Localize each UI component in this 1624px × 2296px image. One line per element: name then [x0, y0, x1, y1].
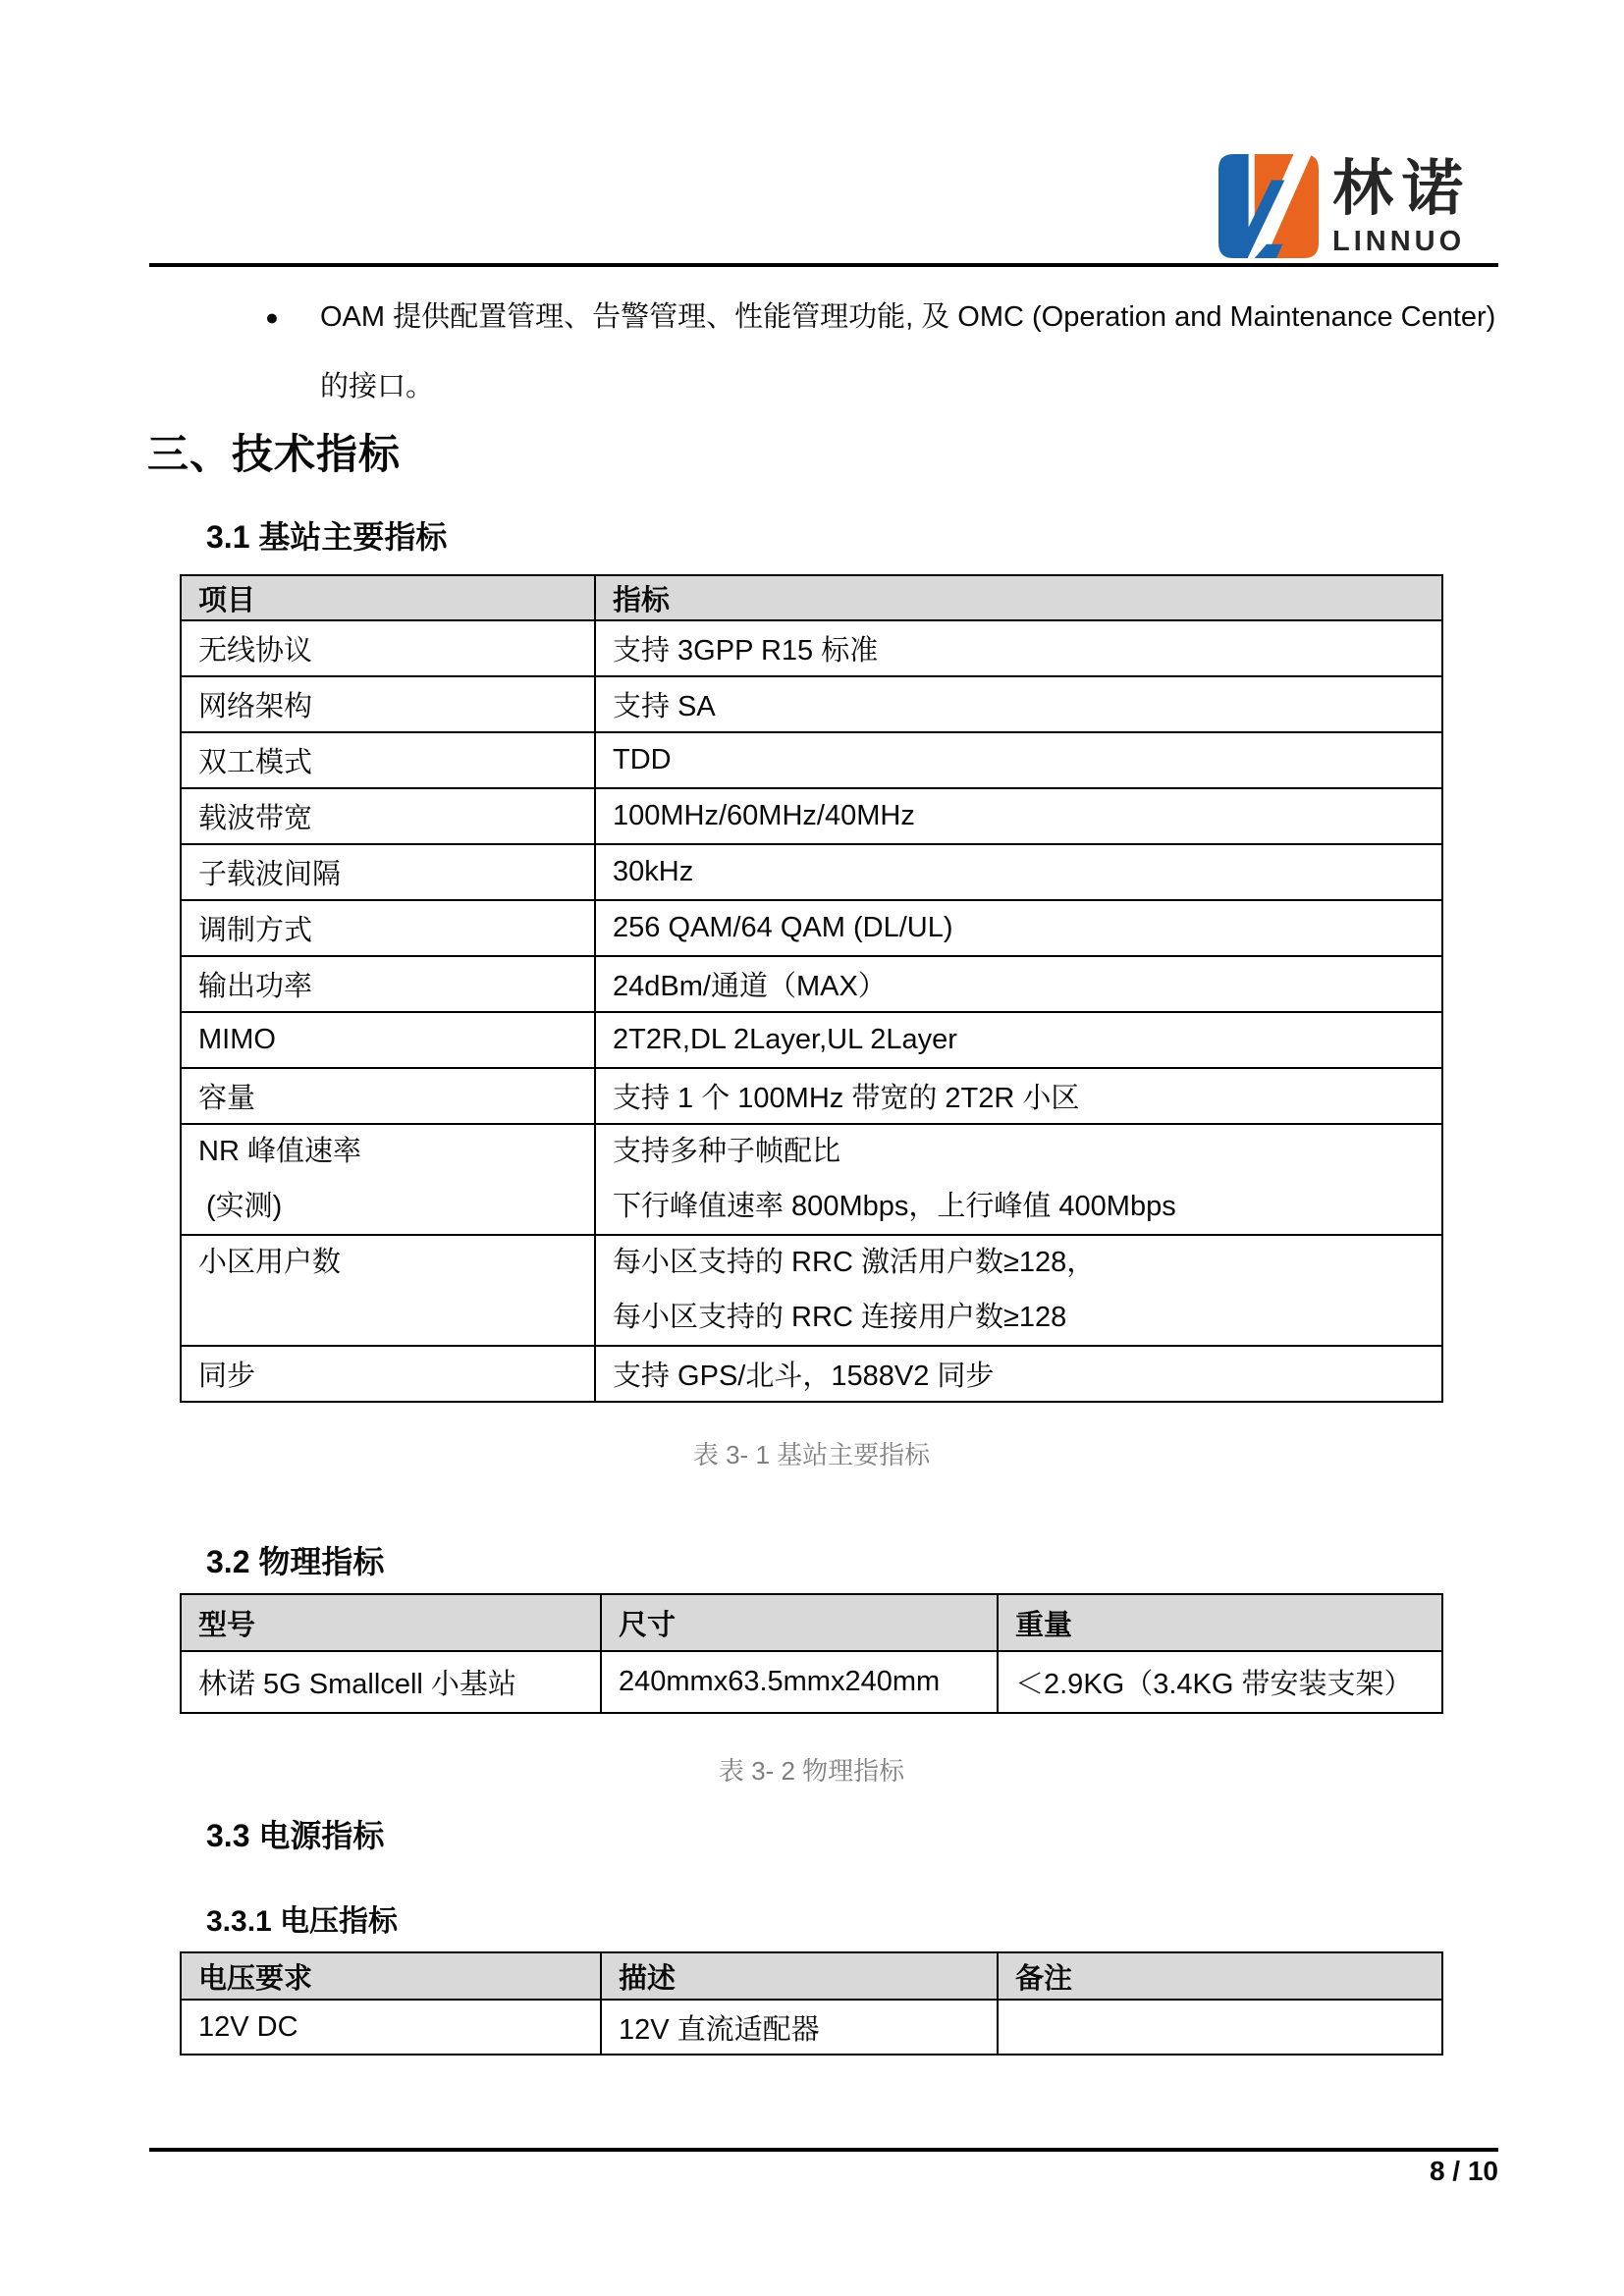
logo-icon: [1218, 153, 1319, 259]
col-header-item: 项目: [181, 575, 595, 620]
voltage-cell: 12V DC: [181, 2000, 601, 2055]
spec-item-cell: NR 峰值速率 (实测): [181, 1124, 595, 1235]
logo-text-cn: 林诺: [1332, 155, 1473, 223]
spec-item-cell: MIMO: [181, 1012, 595, 1068]
col-header-voltage: 电压要求: [181, 1952, 601, 2000]
table-row: [181, 788, 1442, 844]
header-rule: [149, 263, 1498, 267]
table-row: [181, 844, 1442, 900]
spec-item-cell: 载波带宽: [181, 788, 595, 844]
col-header-size: 尺寸: [601, 1594, 998, 1651]
table-row: [181, 900, 1442, 956]
spec-value-cell: 支持多种子帧配比 下行峰值速率 800Mbps，上行峰值 400Mbps: [595, 1124, 1442, 1235]
spec-value-cell: 24dBm/通道（MAX）: [595, 956, 1442, 1012]
page-number: 8 / 10: [1429, 2156, 1498, 2186]
logo-text-en: LINNUO: [1332, 226, 1466, 257]
table-row: [181, 1068, 1442, 1124]
table-row: [181, 956, 1442, 1012]
spec-item-cell: 网络架构: [181, 676, 595, 732]
spec-item-cell: 无线协议: [181, 620, 595, 676]
spec-item-cell: 同步: [181, 1346, 595, 1402]
spec-value-cell: 100MHz/60MHz/40MHz: [595, 788, 1442, 844]
table-row: [181, 1012, 1442, 1068]
section-heading-3-3: 3.3 电源指标: [206, 1818, 385, 1853]
table-row: [181, 620, 1442, 676]
spec-item-cell: 调制方式: [181, 900, 595, 956]
col-header-spec: 指标: [595, 575, 1442, 620]
spec-value-cell: 30kHz: [595, 844, 1442, 900]
table-row: [181, 1235, 1442, 1346]
company-logo: [1218, 153, 1472, 259]
bullet-item: [265, 283, 1512, 422]
col-header-weight: 重量: [998, 1594, 1442, 1651]
table-row: [181, 732, 1442, 788]
table-header-row: [181, 1594, 1442, 1651]
section-heading-3-3-1: 3.3.1 电压指标: [206, 1905, 399, 1938]
spec-value-cell: 2T2R,DL 2Layer,UL 2Layer: [595, 1012, 1442, 1068]
model-cell: 林诺 5G Smallcell 小基站: [181, 1651, 601, 1713]
size-cell: 240mmx63.5mmx240mm: [601, 1651, 998, 1713]
section-heading-3-2: 3.2 物理指标: [206, 1544, 385, 1579]
bullet-text-line1: OAM 提供配置管理、告警管理、性能管理功能, 及 OMC (Operation and Maintenance Center): [320, 301, 1496, 333]
remark-cell: [998, 2000, 1442, 2055]
bullet-text-line2: 的接口。: [320, 371, 435, 402]
table-header-row: [181, 575, 1442, 620]
table1-caption: 表 3- 1 基站主要指标: [692, 1440, 931, 1469]
spec-value-cell: 256 QAM/64 QAM (DL/UL): [595, 900, 1442, 956]
col-header-remark: 备注: [998, 1952, 1442, 2000]
spec-value-cell: 每小区支持的 RRC 激活用户数≥128， 每小区支持的 RRC 连接用户数≥128: [595, 1235, 1442, 1346]
spec-value-cell: TDD: [595, 732, 1442, 788]
table-physical-specs: [180, 1593, 1443, 1714]
footer-rule: [149, 2148, 1498, 2152]
spec-item-cell: 子载波间隔: [181, 844, 595, 900]
description-cell: 12V 直流适配器: [601, 2000, 998, 2055]
spec-value-cell: 支持 SA: [595, 676, 1442, 732]
table-row: [181, 676, 1442, 732]
bullet-icon: ●: [265, 304, 279, 330]
table-row: [181, 1651, 1442, 1713]
col-header-model: 型号: [181, 1594, 601, 1651]
spec-item-cell: 输出功率: [181, 956, 595, 1012]
spec-item-cell: 双工模式: [181, 732, 595, 788]
table-header-row: [181, 1952, 1442, 2000]
spec-value-cell: 支持 GPS/北斗，1588V2 同步: [595, 1346, 1442, 1402]
table-row: [181, 2000, 1442, 2055]
table-row: [181, 1124, 1442, 1235]
spec-value-cell: 支持 3GPP R15 标准: [595, 620, 1442, 676]
section-heading-3: 三、技术指标: [147, 431, 402, 477]
table-base-station-specs: [180, 574, 1443, 1403]
table2-caption: 表 3- 2 物理指标: [718, 1756, 905, 1786]
table-row: [181, 1346, 1442, 1402]
section-heading-3-1: 3.1 基站主要指标: [206, 519, 448, 555]
spec-item-cell: 小区用户数: [181, 1235, 595, 1346]
spec-item-cell: 容量: [181, 1068, 595, 1124]
table-voltage-specs: [180, 1951, 1443, 2056]
spec-value-cell: 支持 1 个 100MHz 带宽的 2T2R 小区: [595, 1068, 1442, 1124]
weight-cell: ＜2.9KG（3.4KG 带安装支架）: [998, 1651, 1442, 1713]
col-header-description: 描述: [601, 1952, 998, 2000]
